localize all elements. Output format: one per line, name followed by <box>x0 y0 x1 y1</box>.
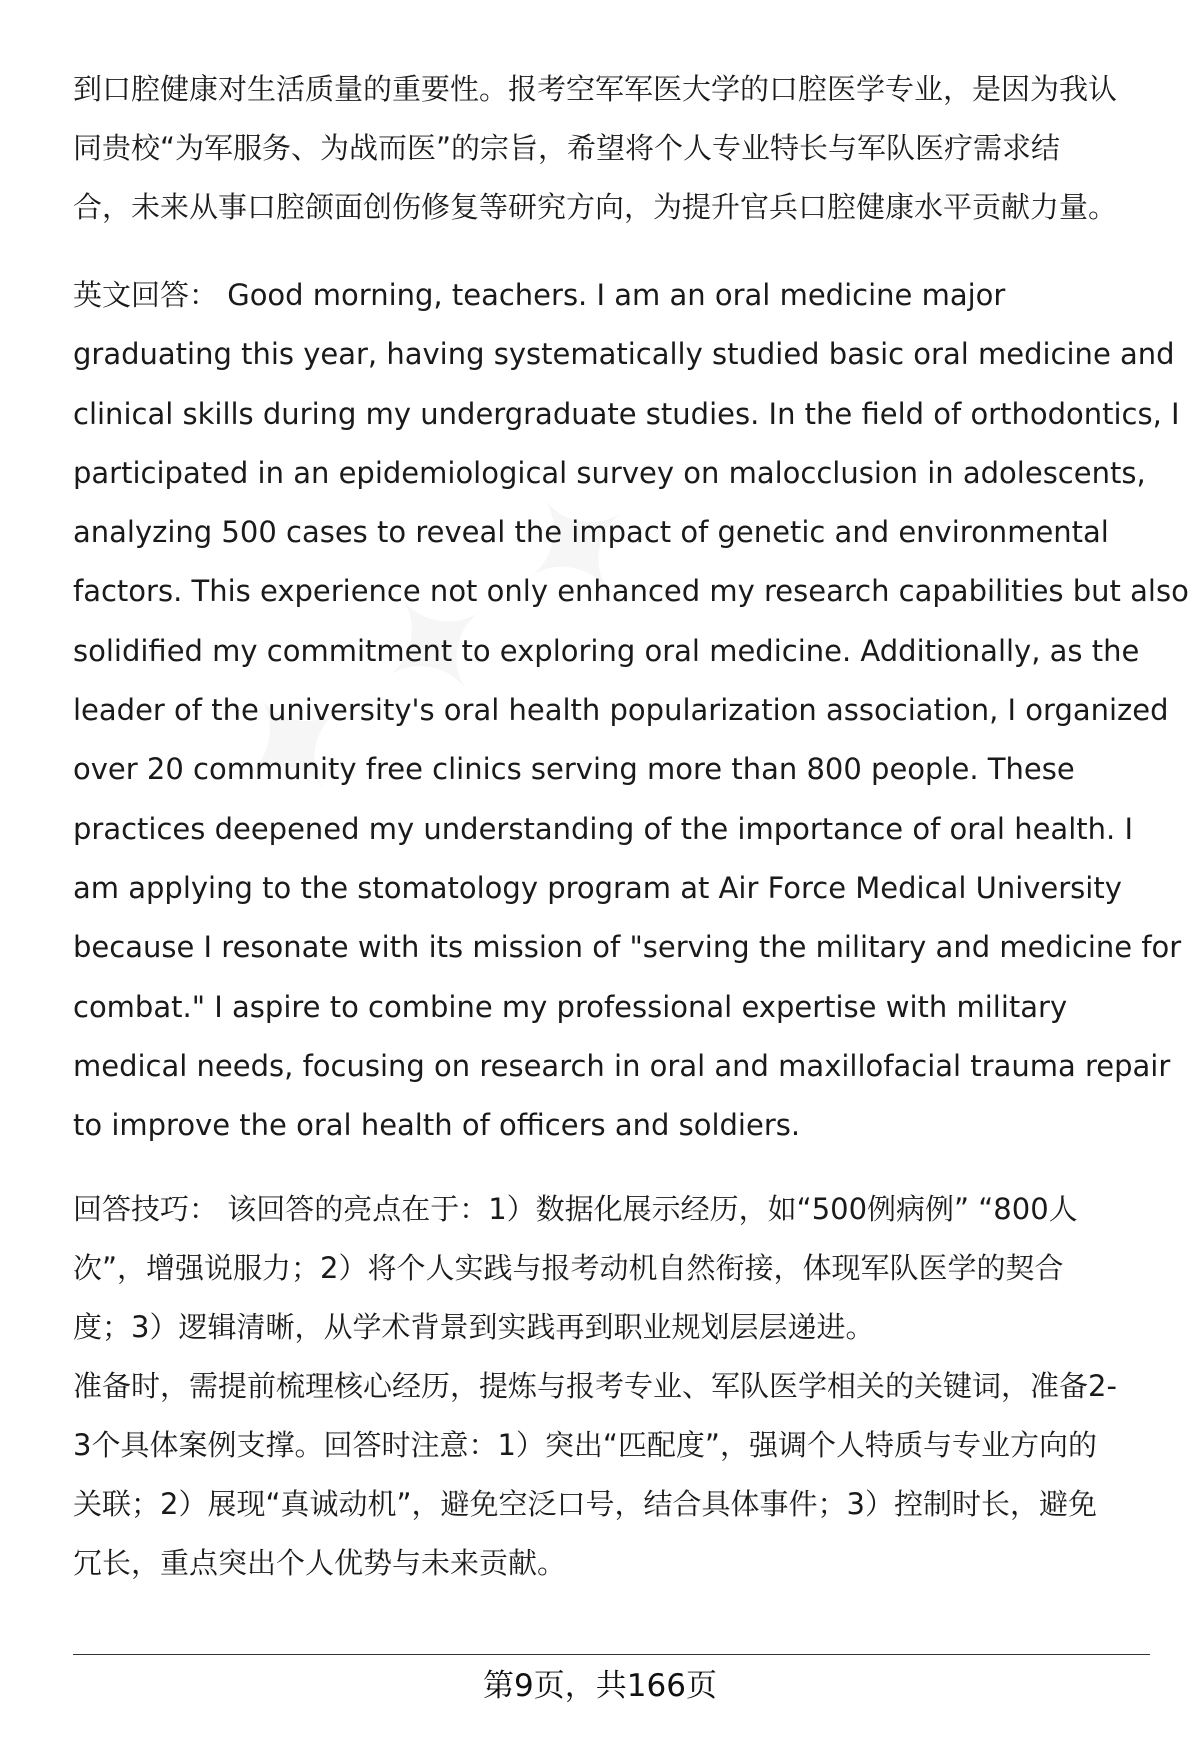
english-answer-paragraph <box>73 266 1189 1155</box>
tips-paragraph <box>73 1180 1153 1593</box>
text-line: practices deepened my understanding of the importance of oral health. I <box>73 811 1134 846</box>
text-line: 关联；2）展现“真诚动机”，避免空泛口号，结合具体事件；3）控制时长，避免 <box>73 1487 1097 1521</box>
text-line: medical needs, focusing on research in oral and maxillofacial trauma repair <box>73 1048 1171 1083</box>
text-line: because I resonate with its mission of "serving the military and medicine for <box>73 930 1182 965</box>
text-line: 冗长，重点突出个人优势与未来贡献。 <box>73 1546 567 1580</box>
text-line: over 20 community free clinics serving more than 800 people. These <box>73 752 1075 787</box>
text-line: 度；3）逻辑清晰，从学术背景到实践再到职业规划层层递进。 <box>73 1310 875 1344</box>
text-line: 同贵校“为军服务、为战而医”的宗旨，希望将个人专业特长与军队医疗需求结 <box>73 131 1061 165</box>
text-line: solidified my commitment to exploring oral medicine. Additionally, as the <box>73 633 1140 668</box>
text-line: 准备时，需提前梳理核心经历，提炼与报考专业、军队医学相关的关键词，准备2- <box>73 1369 1117 1403</box>
text-line: graduating this year, having systematically studied basic oral medicine and <box>73 337 1175 372</box>
text-line: leader of the university's oral health popularization association, I organized <box>73 693 1169 728</box>
text-line: 英文回答： Good morning, teachers. I am an oral medicine major <box>73 278 1006 312</box>
text-line: analyzing 500 cases to reveal the impact of genetic and environmental <box>73 515 1109 550</box>
text-line: participated in an epidemiological survey on malocclusion in adolescents, <box>73 455 1146 490</box>
text-line: 到口腔健康对生活质量的重要性。报考空军军医大学的口腔医学专业，是因为我认 <box>73 72 1118 106</box>
text-line: am applying to the stomatology program at Air Force Medical University <box>73 870 1122 905</box>
text-line: to improve the oral health of officers and soldiers. <box>73 1108 801 1143</box>
text-line: 合，未来从事口腔颌面创伤修复等研究方向，为提升官兵口腔健康水平贡献力量。 <box>73 190 1118 224</box>
text-line: factors. This experience not only enhanced my research capabilities but also <box>73 574 1189 609</box>
page-number: 第9页，共166页 <box>483 1668 717 1704</box>
text-line: 次”，增强说服力；2）将个人实践与报考动机自然衔接，体现军队医学的契合 <box>73 1251 1064 1285</box>
text-line: 回答技巧： 该回答的亮点在于：1）数据化展示经历，如“500例病例” “800人 <box>73 1192 1078 1226</box>
intro-paragraph <box>73 60 1153 237</box>
text-line: 3个具体案例支撑。回答时注意：1）突出“匹配度”，强调个人特质与专业方向的 <box>73 1428 1097 1462</box>
text-line: combat." I aspire to combine my professional expertise with military <box>73 989 1068 1024</box>
text-line: clinical skills during my undergraduate studies. In the field of orthodontics, I <box>73 396 1180 431</box>
footer-divider <box>73 1654 1150 1655</box>
